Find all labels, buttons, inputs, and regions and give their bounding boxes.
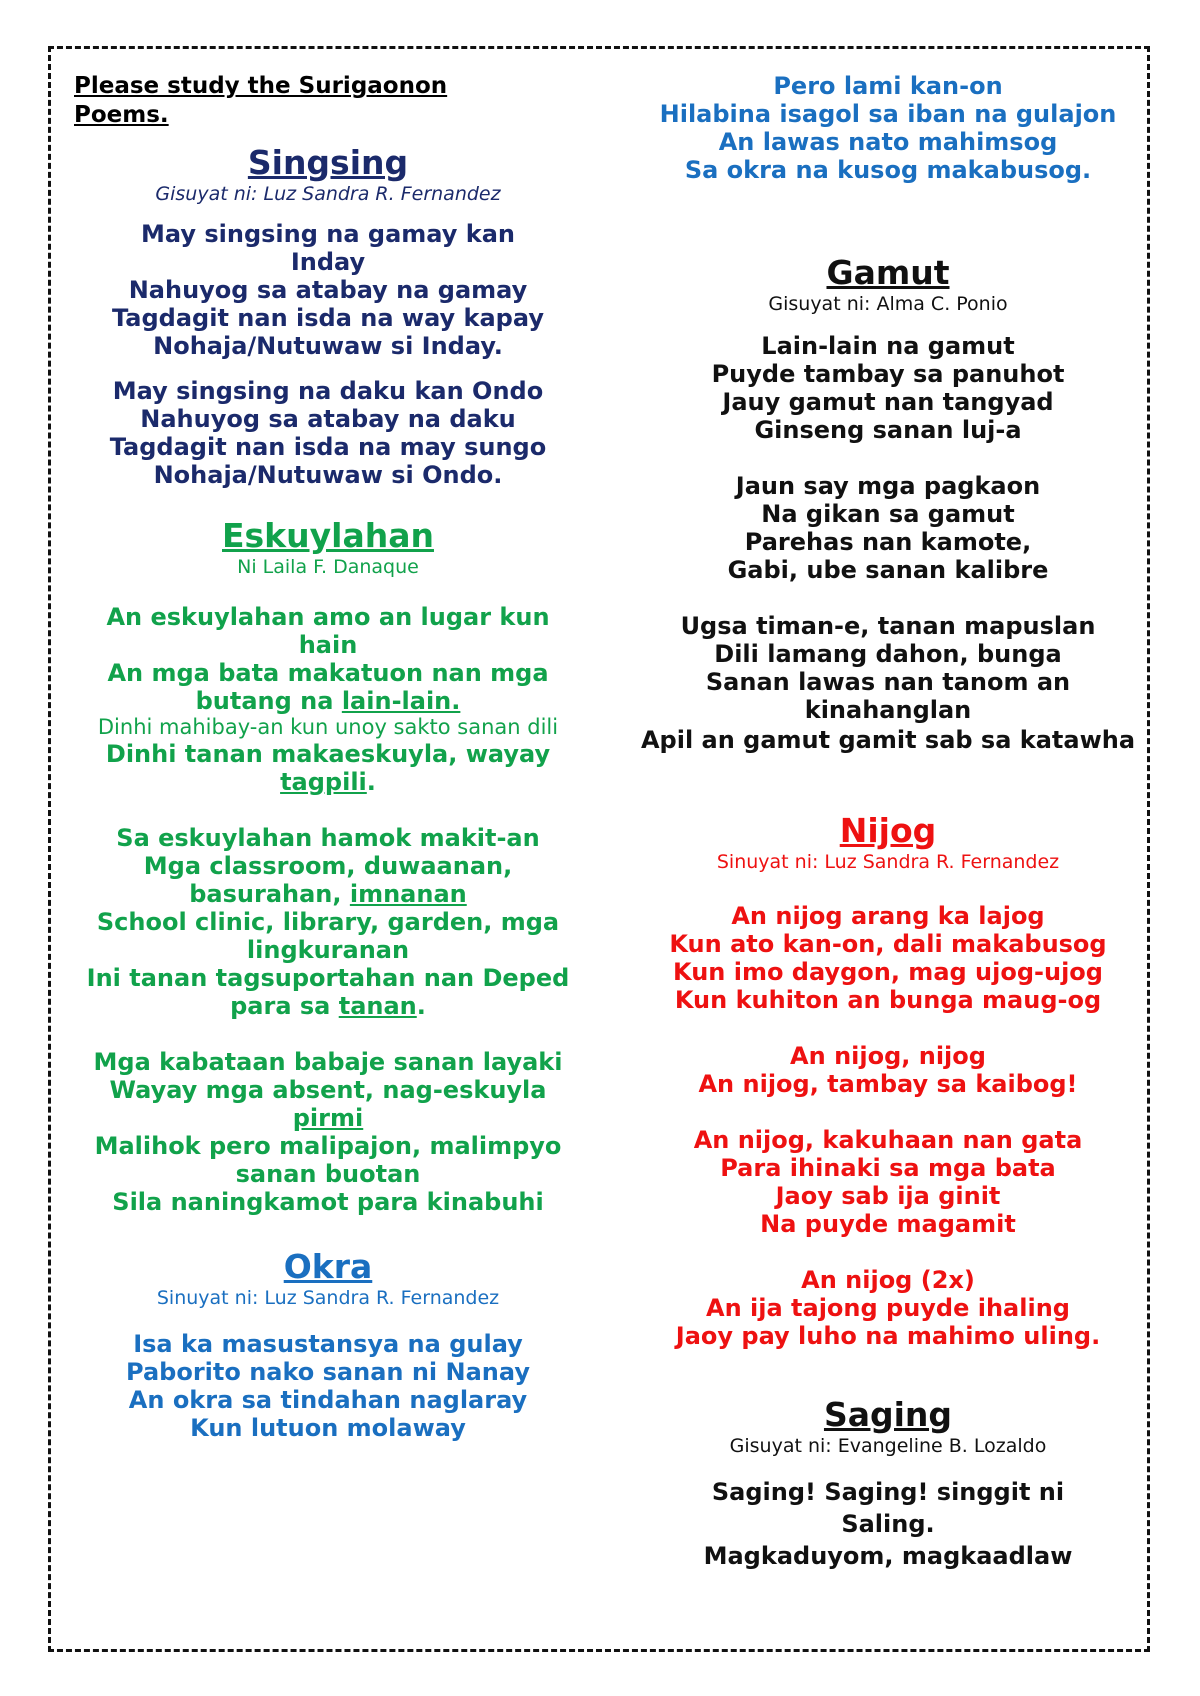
poem-line: Jaoy pay luho na mahimo uling. <box>675 1322 1101 1350</box>
stanza <box>628 902 1148 1014</box>
poem-line: May singsing na daku kan Ondo <box>112 377 544 405</box>
poem-byline: Sinuyat ni: Luz Sandra R. Fernandez <box>156 1287 500 1309</box>
poem-byline: Ni Laila F. Danaque <box>237 556 419 578</box>
stanza <box>68 220 588 360</box>
line-text: Mga classroom, duwaanan, basurahan, <box>143 852 513 908</box>
poem-byline: Sinuyat ni: Luz Sandra R. Fernandez <box>716 851 1060 873</box>
underlined-word: tanan <box>338 992 417 1020</box>
stanza <box>68 1048 588 1216</box>
poem-line: Sanan lawas nan tanom an kinahanglan <box>705 668 1071 724</box>
poem-line: Tagdagit nan isda na may sungo <box>109 433 547 461</box>
poem-gamut <box>628 254 1148 756</box>
poem-line: Kun ato kan-on, dali makabusog <box>669 930 1107 958</box>
poem-line: Dinhi mahibay-an kun unoy sakto sanan dili <box>97 715 559 739</box>
underlined-word: pirmi <box>292 1104 364 1132</box>
poem-title: Nijog <box>839 811 937 850</box>
poem-line <box>78 659 578 715</box>
poem-line: An nijog arang ka lajog <box>731 902 1045 930</box>
poem-line: Para ihinaki sa mga bata <box>720 1154 1056 1182</box>
poem-okra <box>68 1248 588 1442</box>
stanza <box>68 603 588 796</box>
poem-line <box>78 740 578 796</box>
stanza <box>628 612 1148 756</box>
stanza <box>628 1126 1148 1238</box>
poem-line: Dili lamang dahon, bunga <box>714 640 1062 668</box>
poem-line: An eskuylahan amo an lugar kun hain <box>106 603 550 659</box>
line-text: Dinhi tanan makaeskuyla, wayay <box>105 740 551 768</box>
poem-line: Tagdagit nan isda na way kapay <box>112 304 544 332</box>
poem-title: Okra <box>283 1247 373 1286</box>
poem-byline: Gisuyat ni: Alma C. Ponio <box>768 293 1008 315</box>
poem-line <box>78 964 578 1020</box>
stanza <box>628 1266 1148 1350</box>
underlined-word: tagpili <box>280 768 367 796</box>
poem-line: Puyde tambay sa panuhot <box>711 360 1065 388</box>
poem-title: Saging <box>823 1395 953 1434</box>
poem-line: Parehas nan kamote, <box>744 528 1032 556</box>
poem-line: Sa eskuylahan hamok makit-an <box>116 824 540 852</box>
poem-line: Lain-lain na gamut <box>761 332 1015 360</box>
poem-line: Ugsa timan-e, tanan mapuslan <box>680 612 1096 640</box>
poem-line: An okra sa tindahan naglaray <box>128 1386 528 1414</box>
poem-line: Malihok pero malipajon, malimpyo sanan buotan <box>94 1132 562 1188</box>
poem-eskuylahan <box>68 517 588 1216</box>
poem-line: Na puyde magamit <box>760 1210 1016 1238</box>
stanza <box>68 1330 588 1442</box>
poem-title: Singsing <box>247 143 409 182</box>
poem-line: Sa okra na kusog makabusog. <box>684 156 1092 184</box>
line-text: An mga bata makatuon nan mga butang na <box>107 659 549 715</box>
stanza <box>68 824 588 1020</box>
stanza-okra-continued <box>628 72 1148 184</box>
left-column <box>68 72 588 1442</box>
line-text: . <box>366 768 376 796</box>
poem-line: An lawas nato mahimsog <box>718 128 1058 156</box>
underlined-word: lain-lain. <box>341 687 461 715</box>
poem-line: Kun lutuon molaway <box>190 1414 466 1442</box>
poem-byline: Gisuyat ni: Luz Sandra R. Fernandez <box>155 183 501 205</box>
poem-line: An ija tajong puyde ihaling <box>706 1294 1070 1322</box>
poem-line: May singsing na gamay kan Inday <box>141 220 515 276</box>
poem-line: Nahuyog sa atabay na daku <box>140 405 516 433</box>
poem-line: Gabi, ube sanan kalibre <box>727 556 1049 584</box>
poem-line: Nohaja/Nutuwaw si Inday. <box>153 332 503 360</box>
poem-line: An nijog (2x) <box>801 1266 975 1294</box>
right-column <box>628 72 1148 1572</box>
poem-line: Sila naningkamot para kinabuhi <box>112 1188 544 1216</box>
underlined-word: imnanan <box>349 880 467 908</box>
poem-line: School clinic, library, garden, mga lingkuranan <box>96 908 560 964</box>
poem-line: Na gikan sa gamut <box>761 500 1015 528</box>
poem-line: Kun kuhiton an bunga maug-og <box>674 986 1102 1014</box>
intro-text: Please study the Surigaonon Poems. <box>74 73 448 128</box>
poem-line: Kun imo daygon, mag ujog-ujog <box>673 958 1103 986</box>
poem-singsing <box>68 144 588 489</box>
poem-line: Nahuyog sa atabay na gamay <box>128 276 528 304</box>
poem-line <box>78 852 578 908</box>
poem-title: Gamut <box>826 253 950 292</box>
poem-line: Jauy gamut nan tangyad <box>722 388 1054 416</box>
poem-line: Hilabina isagol sa iban na gulajon <box>659 100 1117 128</box>
line-text: Wayay mga absent, nag-eskuyla <box>109 1076 547 1104</box>
line-text: . <box>416 992 426 1020</box>
stanza <box>68 377 588 489</box>
poem-title: Eskuylahan <box>222 516 434 555</box>
poem-line: Ginseng sanan luj-a <box>754 416 1022 444</box>
poem-saging <box>628 1396 1148 1572</box>
poem-line: An nijog, tambay sa kaibog! <box>698 1070 1078 1098</box>
poem-line: Mga kabataan babaje sanan layaki <box>93 1048 563 1076</box>
line-text: Ini tanan tagsuportahan nan Deped para sa <box>86 964 570 1020</box>
poem-line: Paborito nako sanan ni Nanay <box>126 1358 530 1386</box>
stanza <box>628 1042 1148 1098</box>
poem-line: An nijog, kakuhaan nan gata <box>693 1126 1083 1154</box>
poem-line: Magkaduyom, magkaadlaw <box>703 1542 1073 1570</box>
stanza <box>628 472 1148 584</box>
poem-line: Apil an gamut gamit sab sa katawha <box>640 726 1136 754</box>
poem-line: Isa ka masustansya na gulay <box>133 1330 523 1358</box>
stanza <box>628 332 1148 444</box>
poem-line: Jaoy sab ija ginit <box>775 1182 1001 1210</box>
poem-line: Nohaja/Nutuwaw si Ondo. <box>153 461 503 489</box>
poem-line: Saging! Saging! singgit ni Saling. <box>711 1478 1065 1538</box>
poem-line: Pero lami kan-on <box>773 72 1003 100</box>
stanza <box>628 1476 1148 1572</box>
poem-nijog <box>628 812 1148 1350</box>
poem-line: Jaun say mga pagkaon <box>735 472 1041 500</box>
poem-line: An nijog, nijog <box>790 1042 986 1070</box>
poem-byline: Gisuyat ni: Evangeline B. Lozaldo <box>729 1435 1047 1457</box>
poem-line <box>78 1076 578 1132</box>
